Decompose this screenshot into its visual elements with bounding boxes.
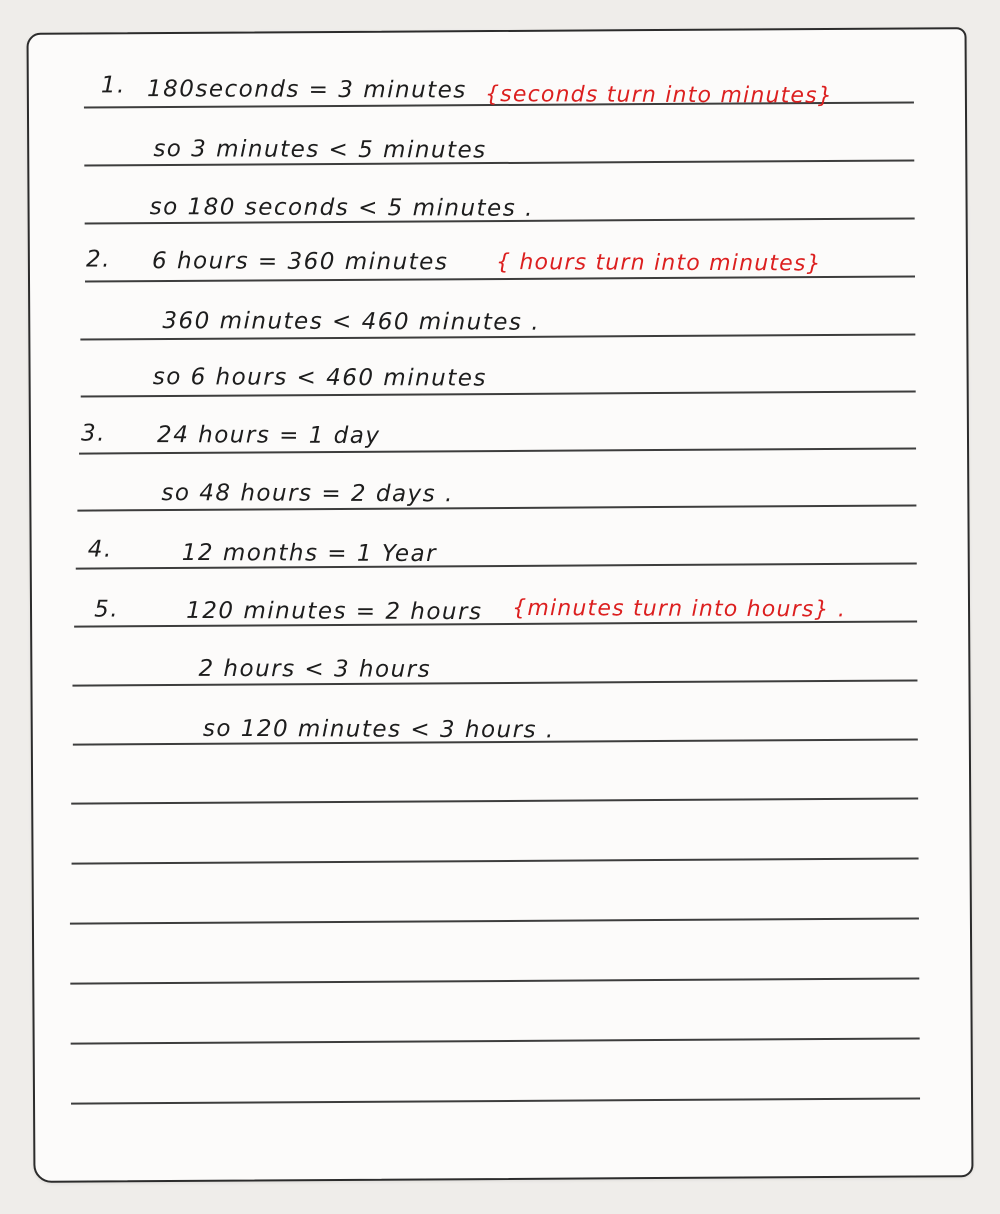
item-number: 4. <box>87 536 113 563</box>
handwritten-line: so 48 hours = 2 days . <box>161 480 454 508</box>
handwritten-line: so 120 minutes < 3 hours . <box>202 715 555 744</box>
handwritten-line: 2 hours < 3 hours <box>198 655 432 683</box>
item-number: 5. <box>94 596 120 623</box>
handwritten-line: 6 hours = 360 minutes <box>151 248 449 276</box>
notebook-page <box>26 27 973 1183</box>
item-number: 2. <box>85 246 112 273</box>
handwritten-line: 12 months = 1 Year <box>181 539 438 568</box>
handwritten-line: so 180 seconds < 5 minutes . <box>149 194 534 222</box>
ruled-line <box>70 917 919 924</box>
ruled-line <box>71 1097 920 1104</box>
item-number: 3. <box>81 420 107 447</box>
ruled-line <box>71 1037 920 1044</box>
red-annotation: {minutes turn into hours} . <box>512 595 847 623</box>
ruled-line <box>79 447 916 454</box>
ruled-line <box>71 797 918 804</box>
handwritten-line: 180seconds = 3 minutes <box>146 76 467 104</box>
red-annotation: {seconds turn into minutes} <box>484 82 834 109</box>
ruled-line <box>72 857 919 864</box>
handwritten-line: 360 minutes < 460 minutes . <box>162 308 541 336</box>
ruled-line <box>70 977 919 984</box>
handwritten-line: so 6 hours < 460 minutes <box>152 364 487 392</box>
ruled-line <box>81 390 916 397</box>
red-annotation: { hours turn into minutes} <box>495 250 822 277</box>
ruled-line <box>85 275 915 282</box>
handwritten-line: 120 minutes = 2 hours <box>186 597 483 626</box>
handwritten-line: so 3 minutes < 5 minutes <box>153 136 487 164</box>
item-number: 1. <box>100 72 126 99</box>
handwritten-line: 24 hours = 1 day <box>157 422 381 450</box>
